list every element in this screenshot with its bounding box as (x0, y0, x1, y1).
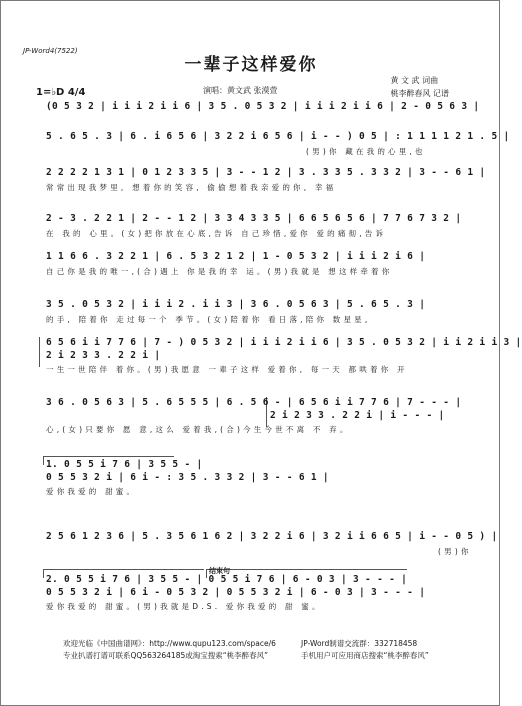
score-row (46, 131, 510, 169)
app-hint: 手机用户可应用商店搜索“桃李醉春风” (301, 651, 429, 660)
lyric-line: (男)你 藏在我的心里,也 (306, 147, 426, 156)
notation-line: 3 5 . 0 5 3 2 | i i i 2 . i i 3 | 3 6 . 0 5 6 3 | 5 . 6 5 . 3 | (46, 299, 426, 310)
notation-line: 6 5 6 i i 7 7 6 | 7 - ) 0 5 3 2 | i i i 2 i i 6 | 3 5 . 0 5 3 2 | i i 2 i i 3 | (46, 337, 522, 348)
transcriber-credit: 桃李醉春风 记谱 (390, 89, 449, 98)
lyric-line: 在 我的 心里。(女)把你放在心底,告诉 自己珍惜,爱你 爱的痛彻,告诉 (46, 229, 387, 238)
notation-line-lower: 2 i 2 3 3 . 2 2 i | i - - - | (270, 410, 445, 421)
notation-line: 1. 0 5 5 i 7 6 | 3 5 5 - | (46, 459, 203, 470)
score-row (46, 397, 466, 435)
contact-info: 专业扒谱打谱可联系QQ563264185或淘宝搜索“桃李醉春风” (63, 651, 269, 660)
credits (390, 74, 449, 100)
notation-line-lower: 0 5 5 3 2 i | 6 i - 0 5 3 2 | 0 5 5 3 2 i | 6 - 0 3 | 3 - - - | (46, 587, 426, 598)
notation-line: 2 2 2 2 1 3 1 | 0 1 2 3 3 5 | 3 - - 1 2 | 3 . 3 3 5 . 3 3 2 | 3 - - 6 1 | (46, 167, 486, 178)
notation-line: 2 5 6 1 2 3 6 | 5 . 3 5 6 1 6 2 | 3 2 2 i 6 | 3 2 i i 6 6 5 | i - - 0 5 ) | (46, 531, 498, 542)
score-row (46, 299, 466, 337)
score-row (46, 167, 486, 205)
footer-left (63, 638, 276, 662)
notation-line: 5 . 6 5 . 3 | 6 . i 6 5 6 | 3 2 2 i 6 5 6 | i - - ) 0 5 | : 1 1 1 1 2 1 . 5 | (46, 131, 510, 142)
lyric-line: 爱你我爱的 甜蜜。 (46, 487, 138, 496)
notation-line: 2. 0 5 5 i 7 6 | 3 5 5 - | 0 5 5 i 7 6 | 6 - 0 3 | 3 - - - | (46, 574, 408, 585)
score-row (46, 337, 522, 375)
system-brace (39, 337, 40, 367)
site-link[interactable]: 欢迎光临《中国曲谱网》：http://www.qupu123.com/space/6 (63, 639, 276, 648)
notation-line: (0 5 3 2 | i i i 2 i i 6 | 3 5 . 0 5 3 2 | i i i 2 i i 6 | 2 - 0 5 6 3 | (46, 101, 480, 112)
lyric-line: 的手, 陪着你 走过每一个 季节。(女)陪着你 看日落,陪你 数星星, (46, 315, 371, 324)
notation-line: 1 1 6 6 . 3 2 2 1 | 6 . 5 3 2 1 2 | 1 - 0 5 3 2 | i i i 2 i 6 | (46, 251, 426, 262)
group-info: JP-Word制谱交流群：332718458 (301, 639, 418, 648)
notation-line-lower: 0 5 5 3 2 i | 6 i - : 3 5 . 3 3 2 | 3 - - 6 1 | (46, 472, 329, 483)
score-row (46, 251, 466, 289)
notation-line: 3 6 . 0 5 6 3 | 5 . 6 5 5 5 | 6 . 5 6 - | 6 5 6 i i 7 7 6 | 7 - - - | (46, 397, 462, 408)
software-tag: JP-Word4(7522) (23, 47, 78, 55)
lyric-line: 自己你是我的唯一,(合)遇上 你是我的幸 运。(男)我就是 想这样牵着你 (46, 267, 393, 276)
lyric-line: (男)你 (438, 547, 472, 556)
lyric-line: 一生一世陪伴 着你。(男)我愿意 一辈子这样 爱着你, 每一天 都哄着你 开 (46, 365, 408, 374)
lyric-line: 爱你我爱的 甜蜜。(男)我就是D.S. 爱你我爱的 甜 蜜。 (46, 602, 323, 611)
key-signature: 1=♭D 4/4 (36, 87, 86, 98)
score-row (46, 213, 466, 251)
score-row (46, 459, 466, 497)
score-row (46, 531, 498, 569)
footer-right (301, 638, 429, 662)
lyric-line: 心,(女)只要你 愿 意,这么 爱着我,(合)今生今世不离 不 弃。 (46, 425, 351, 434)
notation-line: 2 - 3 . 2 2 1 | 2 - - 1 2 | 3 3 4 3 3 5 | 6 6 5 6 5 6 | 7 7 6 7 3 2 | (46, 213, 462, 224)
notation-line-lower: 2 i 2 3 3 . 2 2 i | (46, 350, 161, 361)
coda-label: 结束句 (209, 567, 230, 575)
singers: 演唱：黄文武 张漠萱 (203, 86, 278, 95)
song-title: 一辈子这样爱你 (184, 55, 318, 75)
lyric-line: 常常出现我梦里, 想着你的笑容, 偷偷想着我亲爱的你, 幸福 (46, 183, 337, 192)
lyricist-credit: 黄 文 武 词曲 (390, 76, 439, 85)
score-row (46, 574, 466, 612)
